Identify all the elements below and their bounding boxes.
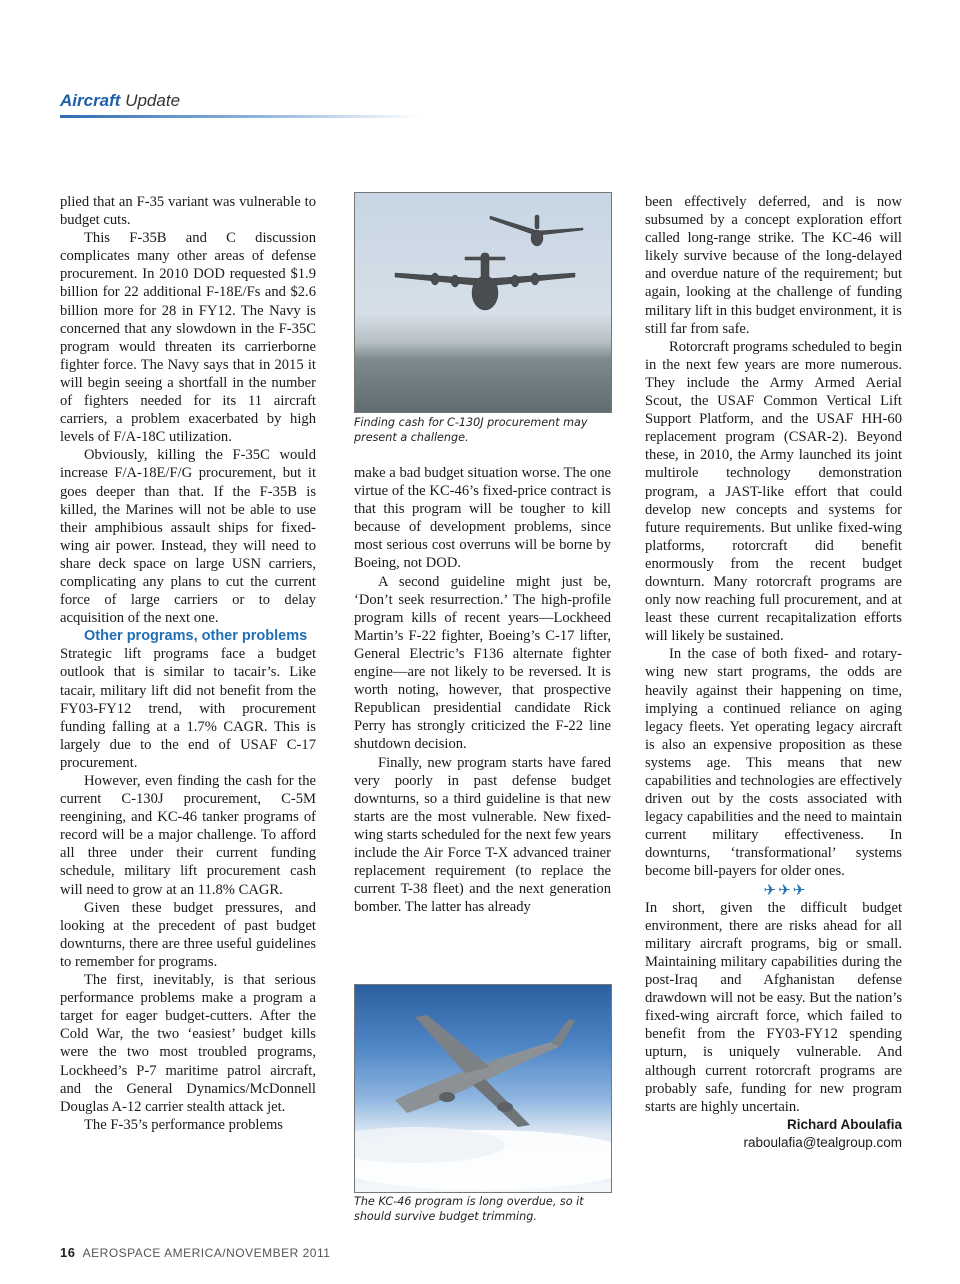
header-rule: [60, 115, 420, 118]
paragraph: The first, inevitably, is that serious performance problems make a program a target for eager budget-cutters. After the Cold War, the two ‘easiest’ budget kills were the two most troubled programs, Lockheed’s P-7 maritime patrol aircraft, and the General Dynamics/McDonnell Douglas A-12 carrier stealth attack jet.: [60, 972, 316, 1115]
paragraph: been effectively deferred, and is now subsumed by a concept exploration effort called long-range strike. The KC-46 will likely survive because of the long-delayed and overdue nature of the requirement; but again, looking at the challenge of funding military lift in this budget environment, it is still far from safe.: [645, 194, 902, 337]
figure-caption: The KC-46 program is long overdue, so it should survive budget trimming.: [354, 1195, 584, 1223]
paragraph: In the case of both fixed- and rotary-wing new start programs, the odds are heavily against their happening on time, implying a continued reliance on aging legacy fleets. Yet operating legacy aircraft is also an expensive proposition as these systems age. This means that new capabilities and technologies are effectively driven out by the costs associated with legacy capabilities and the need to maintain current military effectiveness. In downturns, ‘transformational’ systems become bill-payers for older ones.: [645, 646, 902, 880]
figure-caption: Finding cash for C-130J procurement may present a challenge.: [354, 416, 588, 444]
closing-paragraph: [645, 899, 902, 1132]
paragraph: make a bad budget situation worse. The one virtue of the KC-46’s fixed-price contract is that this program will be tougher to kill because of development problems, since most serious cost overruns will be borne by Boeing, not DOD.: [354, 465, 611, 572]
paragraph: Strategic lift programs face a budget outlook that is similar to tacair’s. Like tacair, military lift did not benefit from the FY03-FY12 trend, with procurement funding falling at a 1.7% CAGR. This is largely due to the end of USAF C-17 procurement.: [60, 646, 316, 771]
paragraph: A second guideline might just be, ‘Don’t seek resurrection.’ The high-profile program kills of recent years—Lockheed Martin’s F-22 fighter, Boeing’s C-17 lifter, General Electric’s F136 alternate fighter engine—are not likely to be reversed. It is worth noting, however, that prospective Republican presidential candidate Rick Perry has strongly criticized the F-22 line shutdown decision.: [354, 573, 611, 753]
page-number: 16: [60, 1245, 76, 1260]
paragraph: The F-35’s performance problems: [84, 1116, 283, 1133]
paragraph: Obviously, killing the F-35C would increase F/A-18E/F/G procurement, but it goes deeper than that. If the F-35B is killed, the Marines will not be able to use their amphibious assault ships for fixed-wing air power. Instead, they will need to share deck space on large USN carriers, complicating any plans to cut the current force of large carriers or to delay acquisition of the next one.: [60, 447, 316, 627]
column-1: [60, 193, 316, 1134]
airplane-ornament-icon: ✈✈✈: [763, 880, 808, 899]
c130j-photo: [354, 192, 612, 413]
kc46-aircraft-illustration: [355, 985, 611, 1192]
c130j-aircraft-illustration: [355, 193, 611, 412]
column-3: [645, 193, 902, 1152]
subheading: Other programs, other problems: [84, 628, 308, 645]
page-footer: [60, 1245, 460, 1260]
publication-name: AEROSPACE AMERICA/NOVEMBER 2011: [82, 1246, 331, 1260]
author-email: raboulafia@tealgroup.com: [743, 1134, 902, 1150]
section-title: [60, 90, 420, 112]
paragraph: This F-35B and C discussion complicates many other areas of defense procurement. In 2010 DOD requested $1.9 billion for 22 additional F-18E/Fs and $2.6 billion more for 28 in FY12. The Navy is concerned that any slowdown in the F-35C program would threaten its carrierborne fighter force. The Navy says that in 2015 it will begin seeing a shortfall in the number of fighters needed for its 11 aircraft carriers, a problem exacerbated by high levels of F/A-18C utilization.: [60, 230, 316, 446]
author-name: Richard Aboulafia: [786, 1116, 902, 1132]
paragraph: Finally, new program starts have fared very poorly in past defense budget downturns, so a third guideline is that new starts are the most vulnerable. New fixed-wing starts scheduled for the next few years include the Air Force T-X advanced trainer replacement requirement (to replace the current T-38 fleet) and the next generation bomber. The latter has already: [354, 754, 611, 916]
paragraph: plied that an F-35 variant was vulnerable to budget cuts.: [60, 194, 316, 229]
paragraph: However, even finding the cash for the current C-130J procurement, C-5M reengining, and KC-46 tanker programs of record will be a major challenge. To afford all three under their current funding schedule, military lift procurement cash will need to grow at an 11.8% CAGR.: [60, 773, 316, 898]
paragraph: Given these budget pressures, and looking at the precedent of past budget downturns, there are three useful guidelines to remember for programs.: [60, 899, 316, 970]
paragraph: In short, given the difficult budget environment, there are risks ahead for all military aircraft programs, big or small. Maintaining military capabilities during the post-Iraq and Afghanistan defense drawdown will not be easy. But the nation’s fixed-wing aircraft force, which failed to benefit from the FY03-FY12 spending upturn, is uniquely vulnerable. And although current rotorcraft programs are probably safe, funding for new program starts are highly uncertain.: [645, 899, 902, 1115]
section-header: [60, 90, 420, 120]
column-2: [354, 464, 611, 916]
section-title-bold: Aircraft: [60, 91, 121, 110]
paragraph: Rotorcraft programs scheduled to begin in the next few years are more numerous. They include the Army Armed Aerial Scout, the USAF Common Vertical Lift Support Platform, and the USAF HH-60 replacement program (CSAR-2). Beyond these, in 2010, the Army launched its joint multirole technology demonstration program, a JAST-like effort that could develop new concepts and systems for future requirements. But unlike fixed-wing platforms, rotorcraft did benefit enormously from the recent budget downturn. Many rotorcraft programs are only now reaching full procurement, and at least these current recapitalization efforts will likely be sustained.: [645, 338, 902, 645]
section-title-light: Update: [125, 91, 181, 110]
kc46-photo: [354, 984, 612, 1193]
